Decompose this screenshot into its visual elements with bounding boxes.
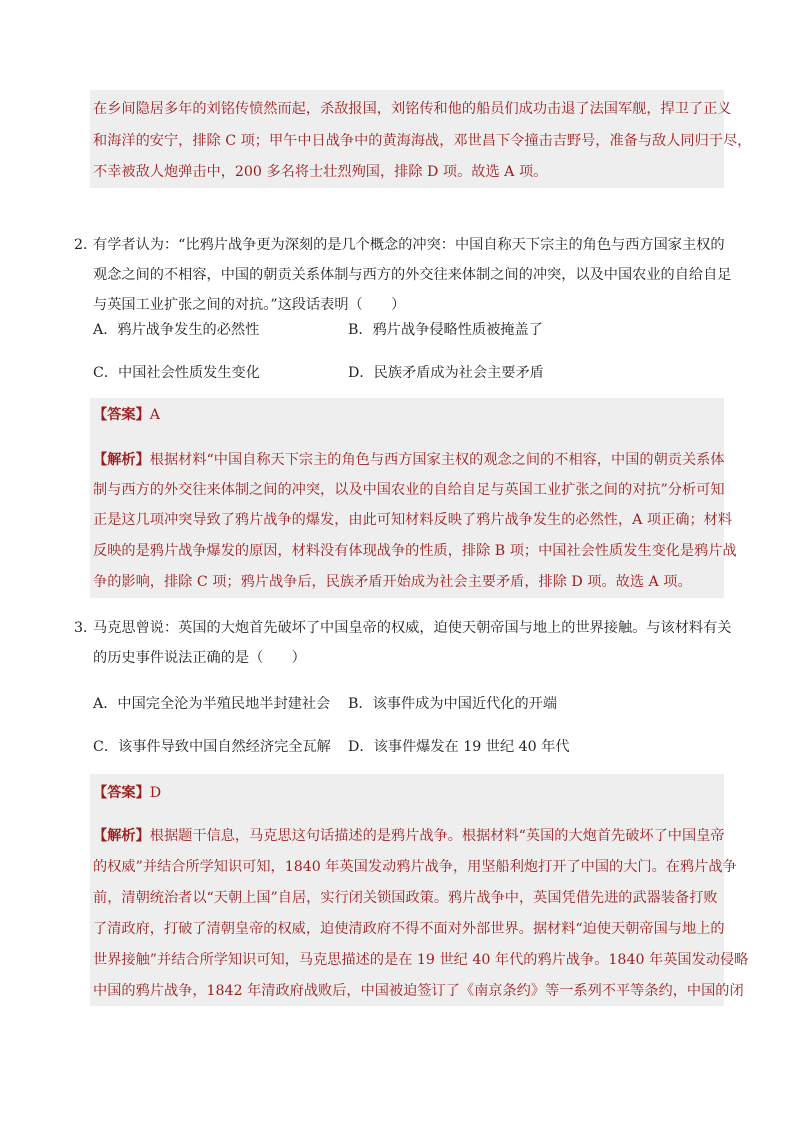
question-2-analysis-line: [93, 450, 725, 470]
analysis-text: 根据材料“中国自称天下宗主的角色与西方国家主权的观念之间的不相容，中国的朝贡关系体: [149, 452, 725, 468]
answer-label: 【答案】: [93, 407, 150, 423]
analysis-continued-line: 在乡间隐居多年的刘铭传愤然而起，杀敌报国，刘铭传和他的船员们成功击退了法国军舰，捍卫了正义: [93, 101, 732, 117]
question-2-option-a[interactable]: A．鸦片战争发生的必然性: [93, 322, 260, 338]
question-2-number: 2．: [74, 237, 98, 253]
analysis-continued-line: 不幸被敌人炮弹击中，200 多名将士壮烈殉国，排除 D 项。故选 A 项。: [93, 164, 548, 180]
analysis-label: 【解析】: [93, 452, 150, 468]
question-3-option-b[interactable]: B．该事件成为中国近代化的开端: [348, 696, 558, 712]
question-2-stem-line: 观念之间的不相容，中国的朝贡关系体制与西方的外交往来体制之间的冲突，以及中国农业的自给自足: [93, 267, 732, 283]
question-2-analysis-line: 制与西方的外交往来体制之间的冲突，以及中国农业的自给自足与英国工业扩张之间的对抗”分析可知: [93, 482, 725, 498]
question-2-analysis-line: 争的影响，排除 C 项；鸦片战争后，民族矛盾开始成为社会主要矛盾，排除 D 项。故选 A 项。: [93, 574, 692, 590]
question-3-stem-line: 马克思曾说：英国的大炮首先破坏了中国皇帝的权威，迫使天朝帝国与地上的世界接触。与该材料有关: [93, 620, 732, 636]
answer-value: A: [149, 407, 161, 423]
question-2-analysis-line: 反映的是鸦片战争爆发的原因，材料没有体现战争的性质，排除 B 项；中国社会性质发生变化是鸦片战: [93, 543, 737, 559]
question-3-analysis-line: 的权威”并结合所学知识可知，1840 年英国发动鸦片战争，用坚船利炮打开了中国的大门。在鸦片战争: [93, 859, 737, 875]
analysis-text: 根据题干信息，马克思这句话描述的是鸦片战争。根据材料“英国的大炮首先破坏了中国皇帝: [149, 828, 725, 844]
question-2-option-d[interactable]: D．民族矛盾成为社会主要矛盾: [348, 365, 544, 381]
question-3-option-d[interactable]: D．该事件爆发在 19 世纪 40 年代: [348, 739, 570, 755]
question-2-option-b[interactable]: B．鸦片战争侵略性质被掩盖了: [348, 322, 543, 338]
question-2-answer: [93, 405, 160, 425]
question-2-stem-line: 与英国工业扩张之间的对抗。”这段话表明（ ）: [93, 297, 406, 313]
answer-label: 【答案】: [93, 785, 150, 801]
question-3-answer: [93, 783, 161, 803]
question-3-analysis-line: 中国的鸦片战争，1842 年清政府战败后，中国被迫签订了《南京条约》等一系列不平等条约，中国的闭: [93, 983, 744, 999]
question-3-option-a[interactable]: A．中国完全沦为半殖民地半封建社会: [93, 696, 331, 712]
question-2-option-c[interactable]: C．中国社会性质发生变化: [93, 365, 260, 381]
question-3-analysis-line: 前，清朝统治者以“天朝上国”自居，实行闭关锁国政策。鸦片战争中，英国凭借先进的武器装备打败: [93, 890, 718, 906]
analysis-label: 【解析】: [93, 828, 150, 844]
question-3-number: 3．: [74, 620, 98, 636]
question-2-analysis-line: 正是这几项冲突导致了鸦片战争的爆发，由此可知材料反映了鸦片战争发生的必然性，A 项正确；材料: [93, 512, 733, 528]
question-3-option-c[interactable]: C．该事件导致中国自然经济完全瓦解: [93, 739, 331, 755]
analysis-continued-line: 和海洋的安宁，排除 C 项；甲午中日战争中的黄海海战，邓世昌下令撞击吉野号，准备与敌人同归于尽，: [93, 133, 752, 149]
question-3-stem-line: 的历史事件说法正确的是（ ）: [93, 650, 306, 666]
question-3-analysis-line: 世界接触”并结合所学知识可知，马克思描述的是在 19 世纪 40 年代的鸦片战争。1840 年英国发动侵略: [93, 952, 749, 968]
question-3-analysis-line: 了清政府，打破了清朝皇帝的权威，迫使清政府不得不面对外部世界。据材料“迫使天朝帝国与地上的: [93, 921, 725, 937]
answer-value: D: [149, 785, 162, 801]
question-2-stem-line: 有学者认为：“比鸦片战争更为深刻的是几个概念的冲突：中国自称天下宗主的角色与西方国家主权的: [93, 237, 725, 253]
question-3-analysis-line: [93, 826, 725, 846]
